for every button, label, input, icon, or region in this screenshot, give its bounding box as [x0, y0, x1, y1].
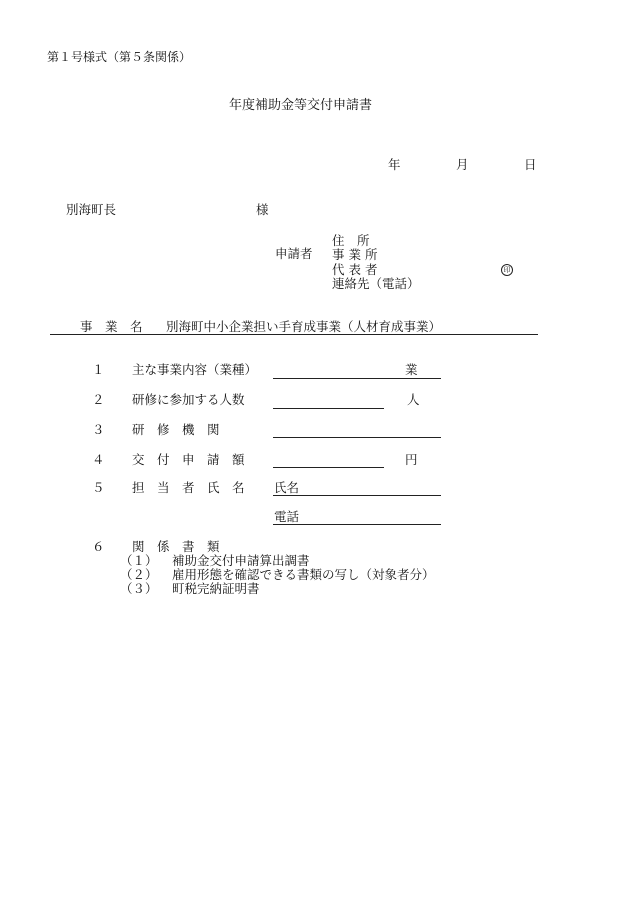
document-title: 年度補助金等交付申請書 — [229, 98, 373, 113]
item-2-no: ２ — [92, 392, 105, 407]
document-3-no: （３） — [120, 581, 158, 596]
item-1-label: 主な事業内容（業種） — [132, 362, 258, 377]
item-2-label: 研修に参加する人数 — [132, 392, 245, 407]
applicant-office-label: 事 業 所 — [332, 247, 378, 262]
item-5-label: 担 当 者 氏 名 — [132, 480, 245, 495]
item-4-underline — [273, 467, 384, 468]
item-2-underline — [273, 408, 384, 409]
project-name: 別海町中小企業担い手育成事業（人材育成事業） — [166, 319, 442, 334]
item-1-no: １ — [92, 362, 105, 377]
document-2-text: 雇用形態を確認できる書類の写し（対象者分） — [172, 567, 435, 582]
applicant-rep-label: 代 表 者 — [332, 262, 378, 277]
item-2-suffix: 人 — [407, 392, 420, 407]
item-6-no: ６ — [92, 539, 105, 554]
item-6-label: 関 係 書 類 — [132, 539, 220, 554]
item-4-label: 交 付 申 請 額 — [132, 452, 245, 467]
item-5-no: ５ — [92, 480, 105, 495]
document-1-text: 補助金交付申請算出調書 — [172, 553, 310, 568]
date-year: 年 — [388, 157, 401, 172]
date-day: 日 — [524, 157, 537, 172]
item-1-suffix: 業 — [405, 362, 418, 377]
item-3-label: 研 修 機 関 — [132, 422, 220, 437]
item-3-no: ３ — [92, 422, 105, 437]
contact-phone-underline — [273, 524, 441, 525]
form-number: 第１号様式（第５条関係） — [47, 50, 192, 64]
document-2-no: （２） — [120, 567, 158, 582]
document-1-no: （１） — [120, 553, 158, 568]
addressee-honorific: 様 — [256, 202, 269, 217]
item-1-underline — [273, 378, 441, 379]
addressee-name: 別海町長 — [66, 202, 117, 217]
item-4-suffix: 円 — [405, 452, 418, 467]
project-underline — [50, 334, 538, 335]
contact-name-underline — [273, 495, 441, 496]
item-3-underline — [273, 437, 441, 438]
contact-phone-prefix: 電話 — [274, 509, 300, 524]
item-4-no: ４ — [92, 452, 105, 467]
contact-name-prefix: 氏名 — [274, 480, 300, 495]
project-label: 事 業 名 — [80, 319, 143, 334]
applicant-contact-label: 連絡先（電話） — [332, 276, 420, 291]
date-month: 月 — [456, 157, 469, 172]
document-3-text: 町税完納証明書 — [172, 581, 260, 596]
seal-mark: 印 — [501, 264, 513, 276]
applicant-label: 申請者 — [275, 246, 313, 261]
applicant-address-label: 住 所 — [332, 233, 370, 248]
